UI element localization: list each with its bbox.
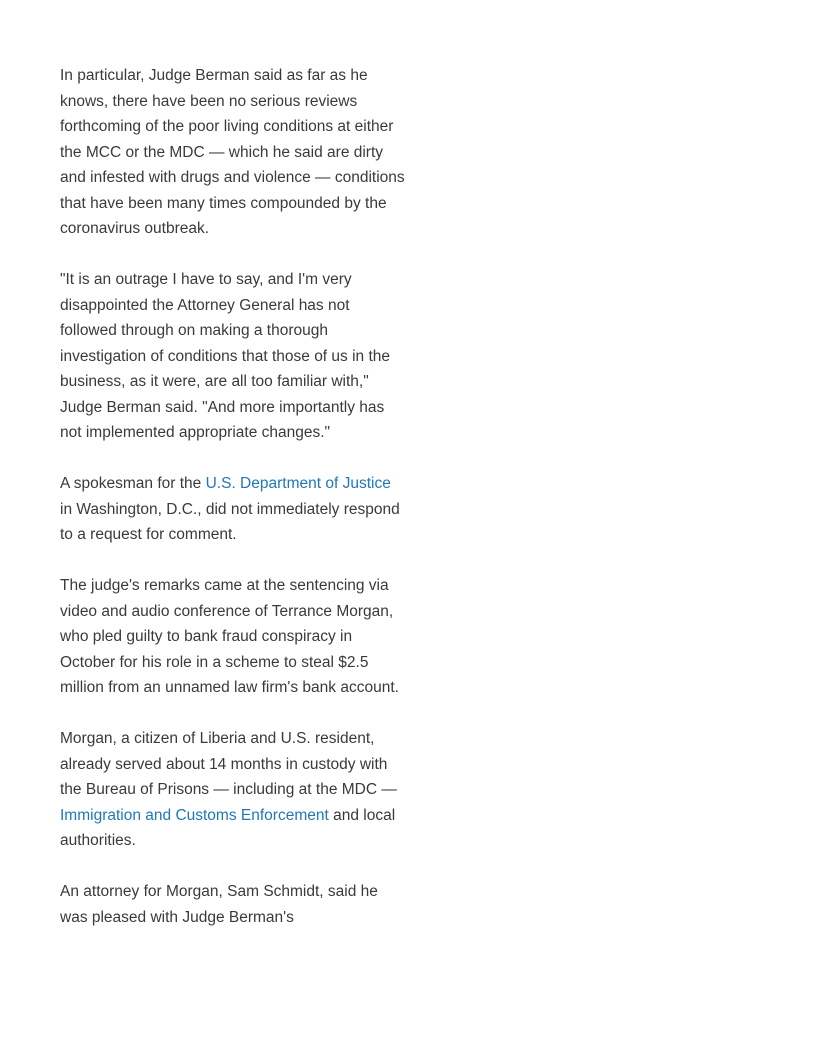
article-paragraph: [60, 879, 407, 930]
article-paragraph: [60, 726, 407, 854]
article-paragraph: [60, 573, 407, 701]
us-department-of-justice-link[interactable]: U.S. Department of Justice: [205, 475, 391, 492]
paragraph-text: "It is an outrage I have to say, and I'm very disappointed the Attorney General has not followed through on making a thorough investigation of conditions that those of us in the business, as it were, are all too familiar with," Judge Berman said. "And more importantly has not implemented appropriate changes.": [60, 271, 391, 441]
article-paragraph: [60, 63, 407, 242]
article-body: [60, 63, 407, 930]
immigration-and-customs-enforcement-link[interactable]: Immigration and Customs Enforcement: [60, 806, 329, 824]
paragraph-text: In particular, Judge Berman said as far as he knows, there have been no serious reviews forthcoming of the poor living conditions at either the MCC or the MDC — which he said are dirty and infested with drugs and violence — conditions that have been many times compounded by the coronavirus outbreak.: [60, 67, 405, 237]
article-paragraph: [60, 267, 407, 446]
paragraph-text: The judge's remarks came at the sentencing via video and audio conference of Terrance Morgan, who pled guilty to bank fraud conspiracy in October for his role in a scheme to steal $2.5 million from an unnamed law firm's bank account.: [60, 577, 399, 696]
article-paragraph: [60, 471, 407, 548]
paragraph-text: Morgan, a citizen of Liberia and U.S. resident, already served about 14 months in custody with the Bureau of Prisons — including at the MDC —: [60, 730, 397, 798]
paragraph-text: A spokesman for the: [60, 475, 206, 492]
paragraph-text: and local authorities.: [60, 806, 396, 849]
paragraph-text: An attorney for Morgan, Sam Schmidt, said he was pleased with Judge Berman's: [60, 883, 378, 926]
paragraph-text: in Washington, D.C., did not immediately respond to a request for comment.: [60, 500, 400, 543]
